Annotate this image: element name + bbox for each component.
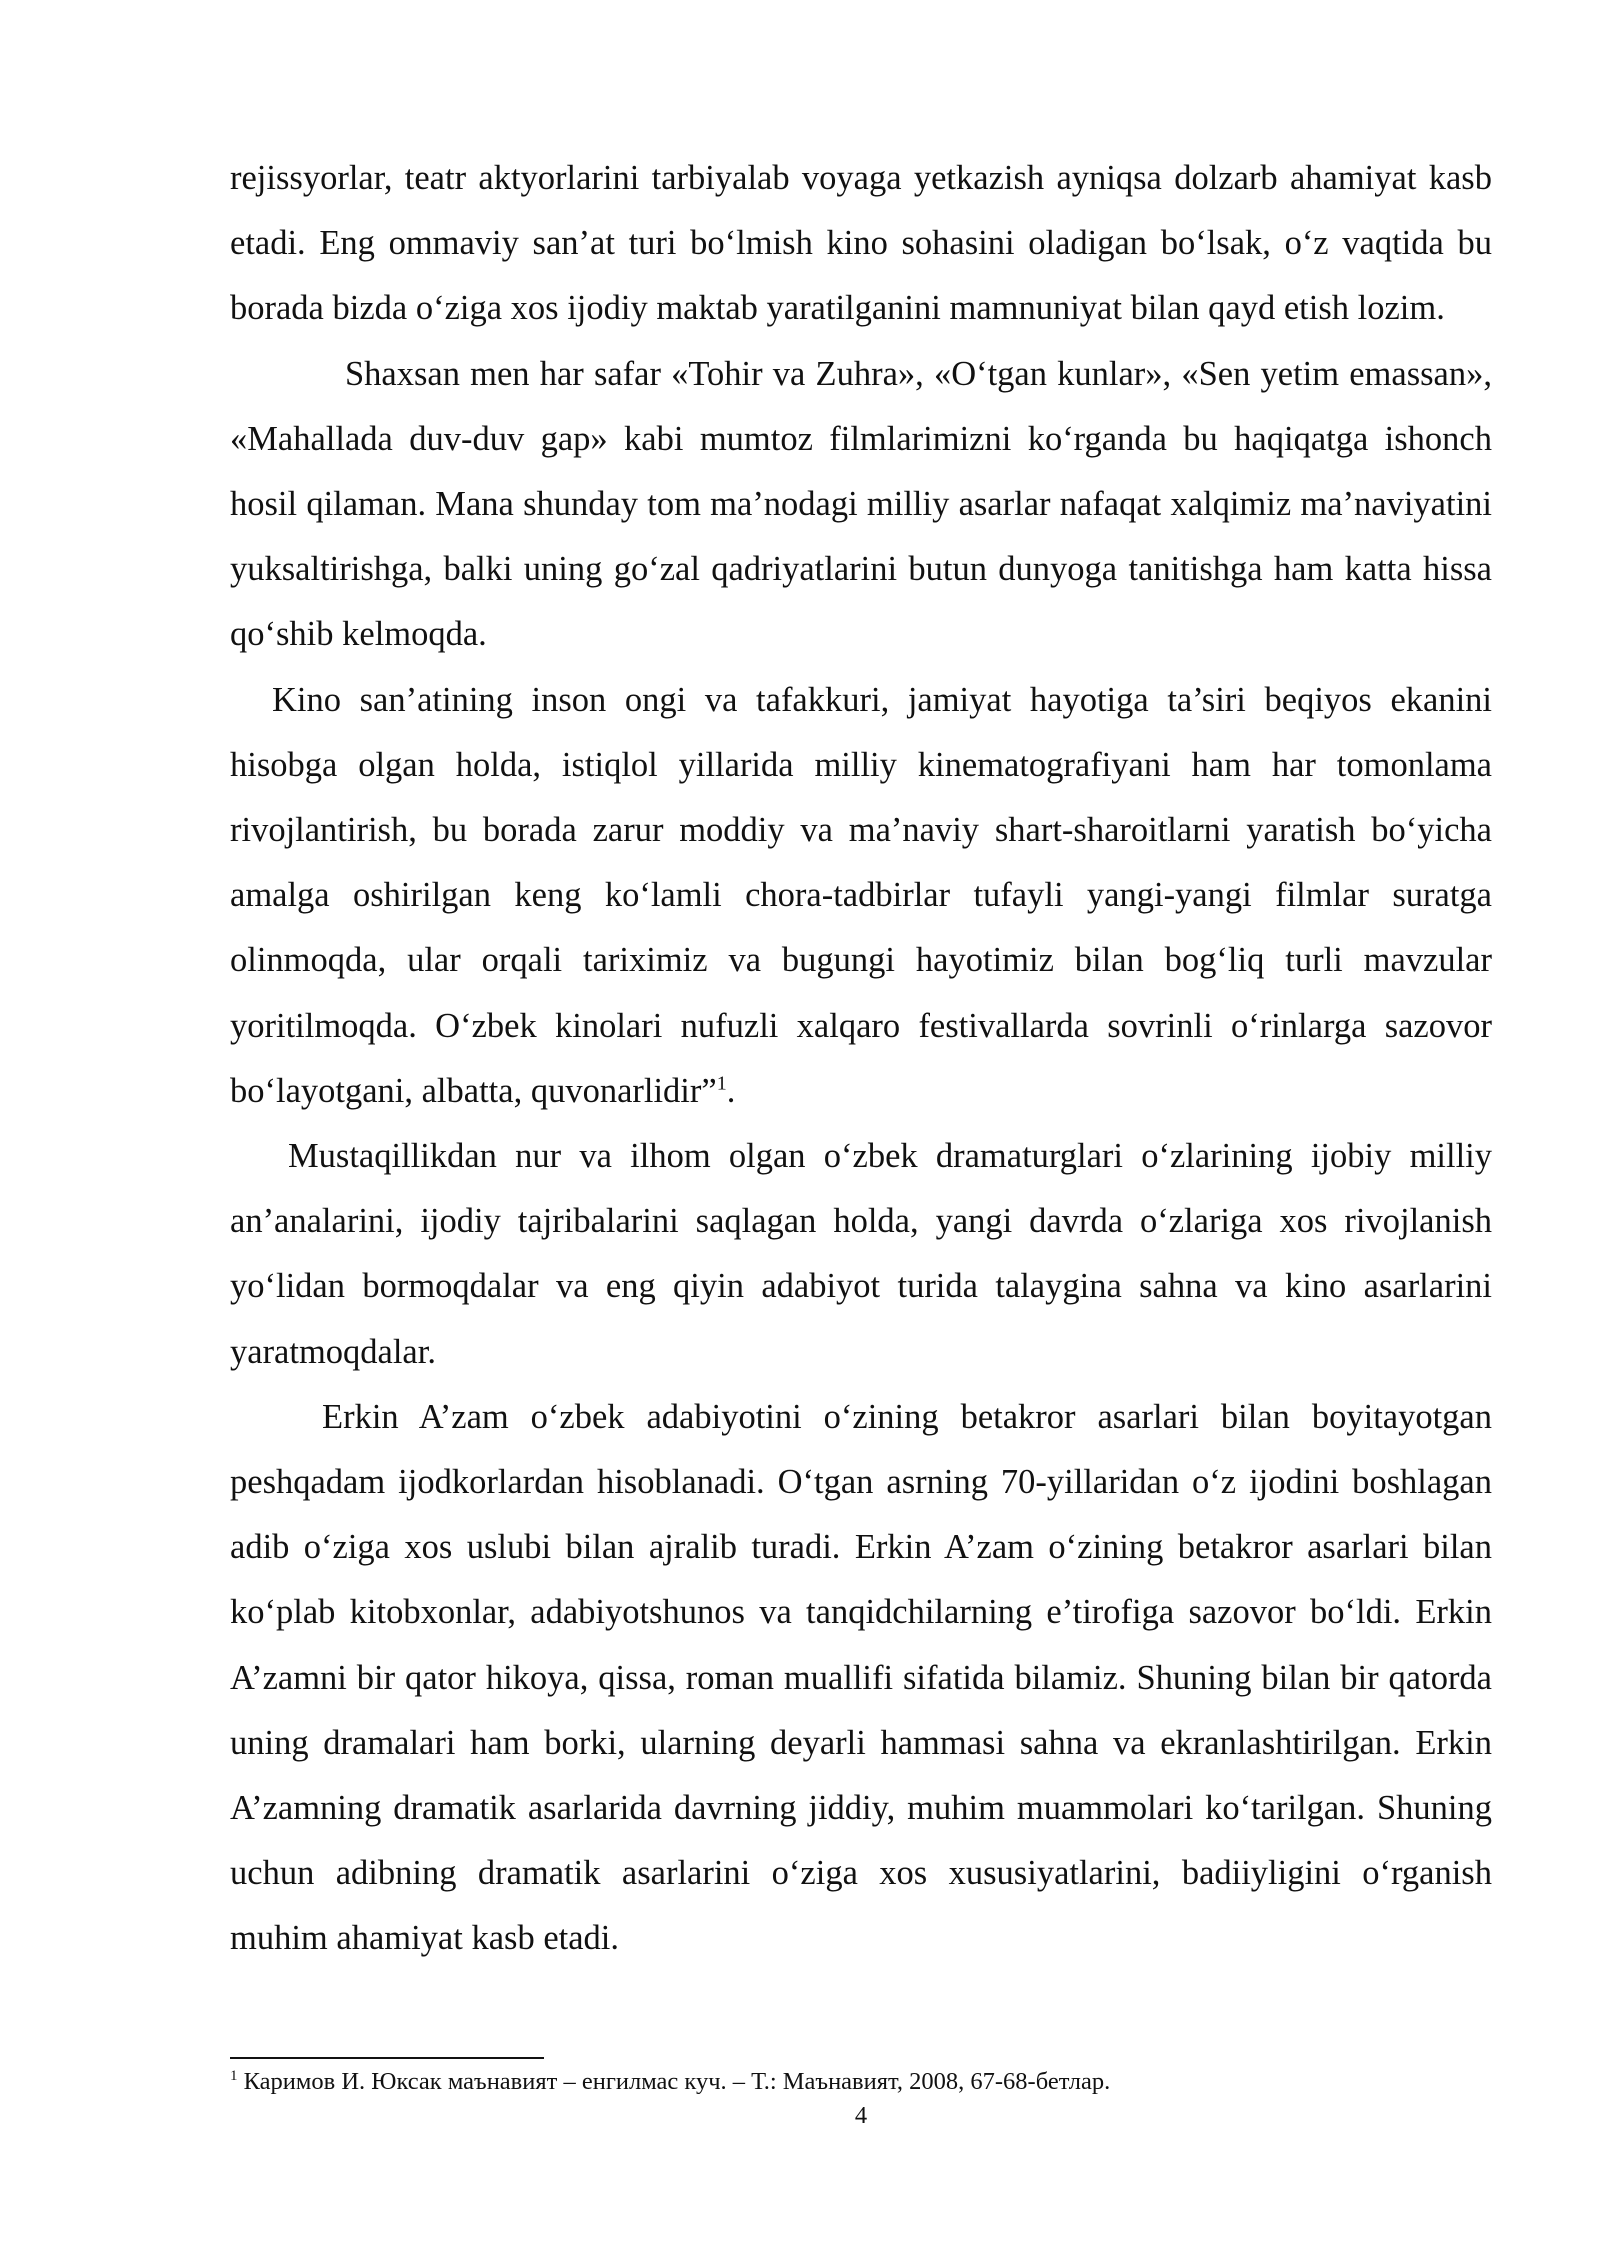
paragraph-3 [230, 668, 1492, 1124]
paragraph-4-text: Mustaqillikdan nur va ilhom olgan o‘zbek dramaturglari o‘zlarining ijobiy milliy an’analarini, ijodiy tajribalarini saqlagan holda, yangi davrda o‘zlariga xos rivojlanish yo‘lidan bormoqdalar va eng qiyin adabiyot turida talaygina sahna va kino asarlarini yaratmoqdalar. [230, 1137, 1492, 1371]
paragraph-3-text: Kino san’atining inson ongi va tafakkuri, jamiyat hayotiga ta’siri beqiyos ekanini hisobga olgan holda, istiqlol yillarida milliy kinematografiyani ham har tomonlama rivojlantirish, bu borada zarur moddiy va ma’naviy shart-sharoitlarni yaratish bo‘yicha amalga oshirilgan keng ko‘lamli chora-tadbirlar tufayli yangi-yangi filmlar suratga olinmoqda, ular orqali tariximiz va bugungi hayotimiz bilan bog‘liq turli mavzular yoritilmoqda. O‘zbek kinolari nufuzli xalqaro festivallarda sovrinli o‘rinlarga sazovor bo‘layotgani, albatta, quvonarlidir” [230, 680, 1492, 1110]
footnote-separator [230, 2057, 544, 2059]
footnote-number: 1 [230, 2067, 238, 2084]
footnote-text: Каримов И. Юксак маънавият – енгилмас куч. – Т.: Маънавият, 2008, 67-68-бетлар. [237, 2068, 1111, 2095]
paragraph-1 [230, 146, 1492, 342]
paragraph-5-text: Erkin A’zam o‘zbek adabiyotini o‘zining betakror asarlari bilan boyitayotgan peshqadam ijodkorlardan hisoblanadi. O‘tgan asrning 70-yillaridan o‘z ijodini boshlagan adib o‘ziga xos uslubi bilan ajralib turadi. Erkin A’zam o‘zining betakror asarlari bilan ko‘plab kitobxonlar, adabiyotshunos va tanqidchilarning e’tirofiga sazovor bo‘ldi. Erkin A’zamni bir qator hikoya, qissa, roman muallifi sifatida bilamiz. Shuning bilan bir qatorda uning dramalari ham borki, ularning deyarli hammasi sahna va ekranlashtirilgan. Erkin A’zamning dramatik asarlarida davrning jiddiy, muhim muammolari ko‘tarilgan. Shuning uchun adibning dramatik asarlarini o‘ziga xos xususiyatlarini, badiiyligini o‘rganish muhim ahamiyat kasb etadi. [230, 1397, 1492, 1958]
footnote [230, 2067, 1492, 2097]
body-text [230, 146, 1492, 1972]
footnote-reference[interactable]: 1 [716, 1072, 727, 1095]
paragraph-2 [230, 342, 1492, 668]
paragraph-4 [230, 1124, 1492, 1385]
paragraph-2-text: Shaxsan men har safar «Tohir va Zuhra», «O‘tgan kunlar», «Sen yetim emassan», «Mahallada duv-duv gap» kabi mumtoz filmlarimizni ko‘rganda bu haqiqatga ishonch hosil qilaman. Mana shunday tom ma’nodagi milliy asarlar nafaqat xalqimiz ma’naviyatini yuksaltirishga, balki uning go‘zal qadriyatlarini butun dunyoga tanitishga ham katta hissa qo‘shib kelmoqda. [230, 354, 1492, 654]
paragraph-5 [230, 1385, 1492, 1972]
paragraph-1-text: rejissyorlar, teatr aktyorlarini tarbiyalab voyaga yetkazish ayniqsa dolzarb ahamiyat kasb etadi. Eng ommaviy san’at turi bo‘lmish kino sohasini oladigan bo‘lsak, o‘z vaqtida bu borada bizda o‘ziga xos ijodiy maktab yaratilganini mamnuniyat bilan qayd etish lozim. [230, 159, 1492, 328]
page-number: 4 [854, 2102, 868, 2129]
paragraph-3-tail: . [726, 1071, 736, 1110]
